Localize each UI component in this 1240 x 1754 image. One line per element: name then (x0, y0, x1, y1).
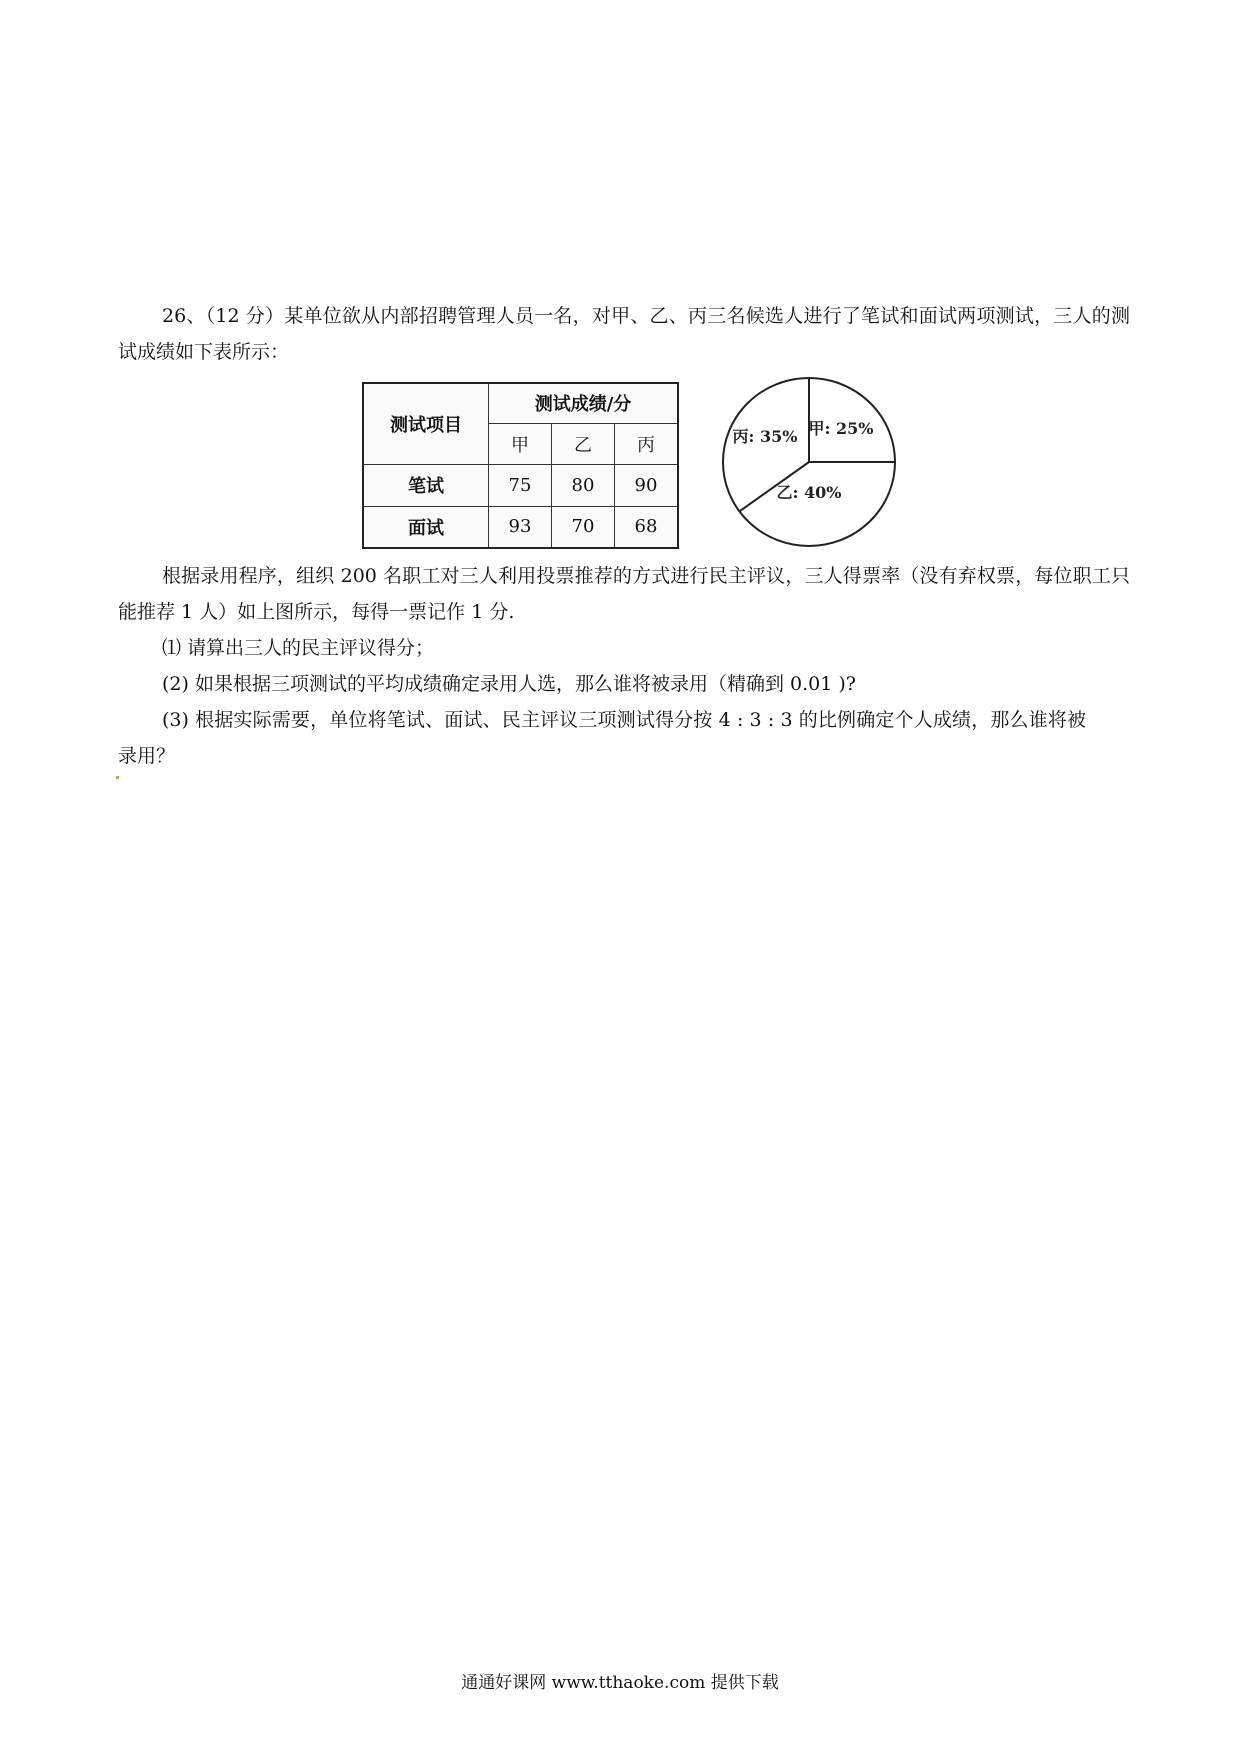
table-row (363, 464, 678, 506)
question-1: ⑴ 请算出三人的民主评议得分； (162, 637, 435, 659)
row-label-cell: 笔试 (363, 464, 489, 506)
score-cell: 90 (615, 464, 679, 506)
score-header-cell: 测试成绩/分 (489, 383, 679, 423)
table-header-row (363, 383, 678, 423)
score-cell: 93 (489, 506, 552, 548)
score-table (362, 382, 679, 549)
pie-slice-label: 甲: 25% (808, 419, 874, 438)
pie-svg (714, 371, 904, 553)
problem-intro: 26、（12 分）某单位欲从内部招聘管理人员一名，对甲、乙、丙三名候选人进行了笔试和面试两项测试，三人的测试成绩如下表所示： (118, 305, 1130, 363)
row-label-cell: 面试 (363, 506, 489, 548)
footer-text: 通通好课网 www.tthaoke.com 提供下载 (461, 1673, 779, 1693)
pie-slice-label: 丙: 35% (732, 427, 798, 446)
item-header-cell: 测试项目 (363, 383, 489, 464)
score-cell: 70 (552, 506, 615, 548)
vote-pie-chart (714, 371, 904, 553)
person-header-cell: 乙 (552, 423, 615, 464)
score-cell: 68 (615, 506, 679, 548)
score-cell: 80 (552, 464, 615, 506)
person-header-cell: 甲 (489, 423, 552, 464)
voting-rule-text: 根据录用程序，组织 200 名职工对三人利用投票推荐的方式进行民主评议，三人得票率（没有弃权票，每位职工只能推荐 1 人）如上图所示，每得一票记作 1 分. (118, 565, 1130, 623)
question-2: (2) 如果根据三项测试的平均成绩确定录用人选，那么谁将被录用（精确到 0.01 )? (162, 673, 856, 695)
table-row (363, 506, 678, 548)
stray-dot (116, 776, 119, 779)
score-cell: 75 (489, 464, 552, 506)
pie-slice-label: 乙: 40% (776, 483, 842, 502)
question-3: (3) 根据实际需要，单位将笔试、面试、民主评议三项测试得分按 4 : 3 : 3 的比例确定个人成绩，那么谁将被录用？ (118, 709, 1086, 767)
person-header-cell: 丙 (615, 423, 679, 464)
